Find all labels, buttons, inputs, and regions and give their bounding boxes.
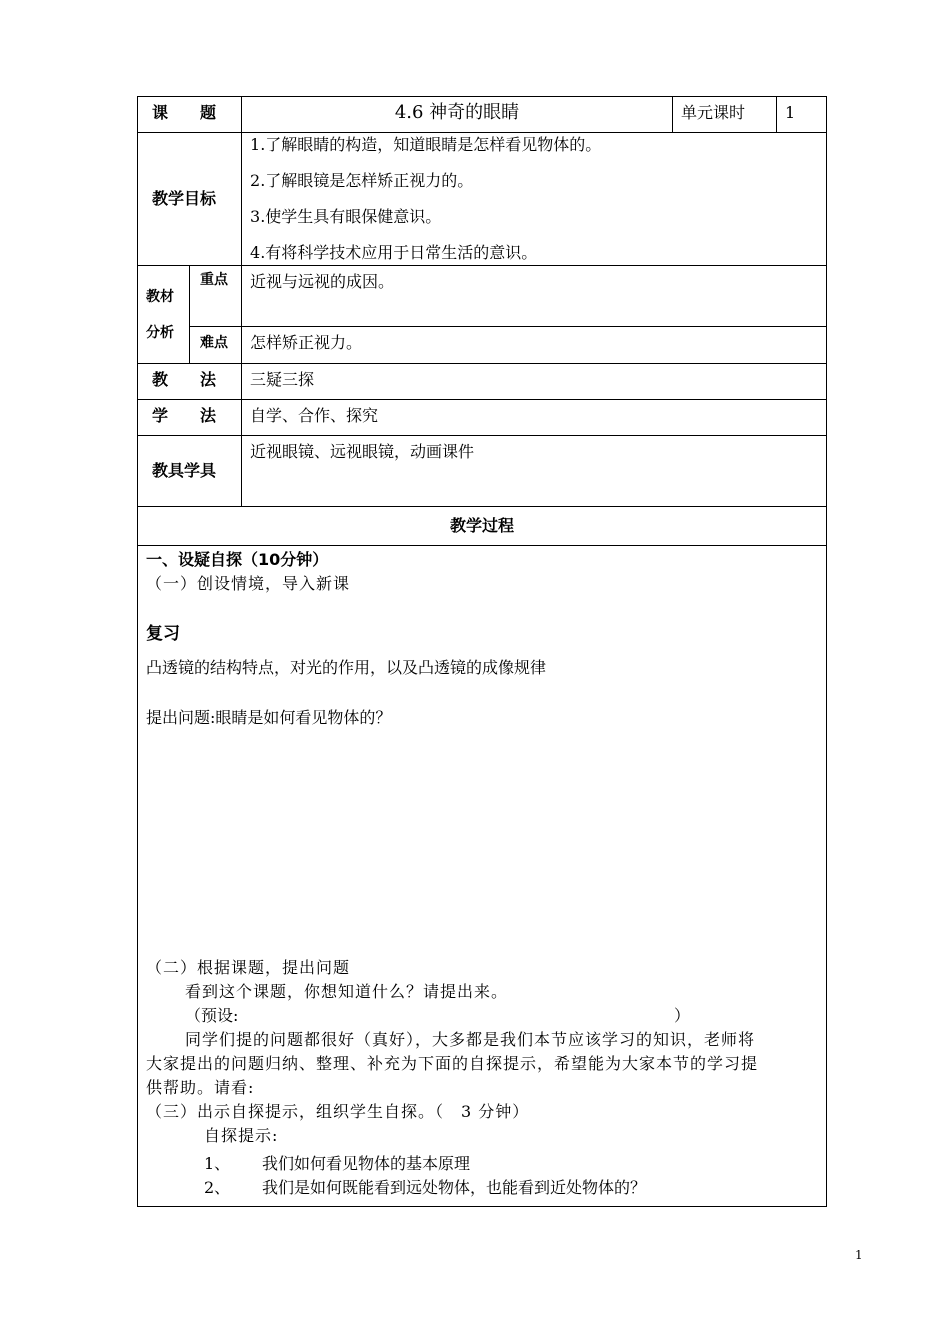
- analysis-label-line2: 分析: [146, 324, 174, 341]
- teaching-method-label: 教 法: [138, 364, 242, 400]
- difficult-point-row: [138, 327, 827, 364]
- process-title-row: [138, 507, 827, 546]
- lesson-plan-table: [137, 96, 827, 1207]
- review-heading: 复习: [146, 624, 180, 644]
- preset-open: （预设:: [185, 1006, 239, 1025]
- hint-text: 我们是如何既能看到远处物体，也能看到近处物体的？: [262, 1178, 647, 1197]
- review-text: 凸透镜的结构特点，对光的作用，以及凸透镜的成像规律: [146, 658, 547, 677]
- key-point-label: 重点: [190, 266, 242, 327]
- goal-item: 2.了解眼镜是怎样矫正视力的。: [250, 171, 474, 190]
- tools-row: [138, 436, 827, 507]
- hint-label: 自探提示:: [204, 1126, 279, 1145]
- key-point-row: [138, 266, 827, 327]
- hint-number: 2、: [204, 1178, 231, 1197]
- topic-value: 4.6 神奇的眼睛: [242, 97, 673, 133]
- page-number: 1: [855, 1248, 863, 1262]
- key-point-value: 近视与远视的成因。: [242, 266, 827, 327]
- goals-row: [138, 133, 827, 266]
- teaching-method-row: [138, 364, 827, 400]
- paragraph-text: 看到这个课题，你想知道什么？请提出来。: [185, 982, 509, 1001]
- paragraph-text: 大家提出的问题归纳、整理、补充为下面的自探提示，希望能为大家本节的学习提: [146, 1054, 759, 1073]
- goal-item: 4.有将科学技术应用于日常生活的意识。: [250, 243, 538, 262]
- unit-hours-label: 单元课时: [673, 97, 777, 133]
- difficult-point-value: 怎样矫正视力。: [242, 327, 827, 364]
- learning-method-row: [138, 400, 827, 436]
- hint-text: 我们如何看见物体的基本原理: [262, 1154, 471, 1173]
- process-row: [138, 546, 827, 1207]
- tools-label: 教具学具: [138, 436, 242, 507]
- goals-list: [242, 133, 827, 266]
- subsection-heading: （二）根据课题，提出问题: [146, 958, 351, 977]
- topic-row: [138, 97, 827, 133]
- teaching-method-value: 三疑三探: [242, 364, 827, 400]
- subsection-heading: （三）出示自探提示，组织学生自探。（ 3 分钟）: [146, 1102, 530, 1121]
- goal-item: 1.了解眼睛的构造，知道眼睛是怎样看见物体的。: [250, 135, 602, 154]
- section-heading: 一、设疑自探（10分钟）: [146, 550, 329, 569]
- learning-method-label: 学 法: [138, 400, 242, 436]
- subsection-heading: （一）创设情境，导入新课: [146, 574, 351, 593]
- analysis-label-line1: 教材: [146, 288, 174, 305]
- learning-method-value: 自学、合作、探究: [242, 400, 827, 436]
- tools-value: 近视眼镜、远视眼镜，动画课件: [242, 436, 827, 507]
- process-content: [138, 546, 827, 1207]
- topic-label: 课 题: [138, 97, 242, 133]
- question-text: 提出问题:眼睛是如何看见物体的？: [146, 708, 392, 727]
- difficult-point-label: 难点: [190, 327, 242, 364]
- goal-item: 3.使学生具有眼保健意识。: [250, 207, 442, 226]
- paragraph-text: 同学们提的问题都很好（真好），大多都是我们本节应该学习的知识，老师将: [185, 1030, 756, 1049]
- process-title: 教学过程: [138, 507, 827, 546]
- paragraph-text: 供帮助。请看:: [146, 1078, 255, 1097]
- unit-hours-value: 1: [777, 97, 827, 133]
- preset-close: ）: [674, 1006, 691, 1025]
- analysis-label: [138, 266, 190, 364]
- goals-label: 教学目标: [138, 133, 242, 266]
- hint-number: 1、: [204, 1154, 231, 1173]
